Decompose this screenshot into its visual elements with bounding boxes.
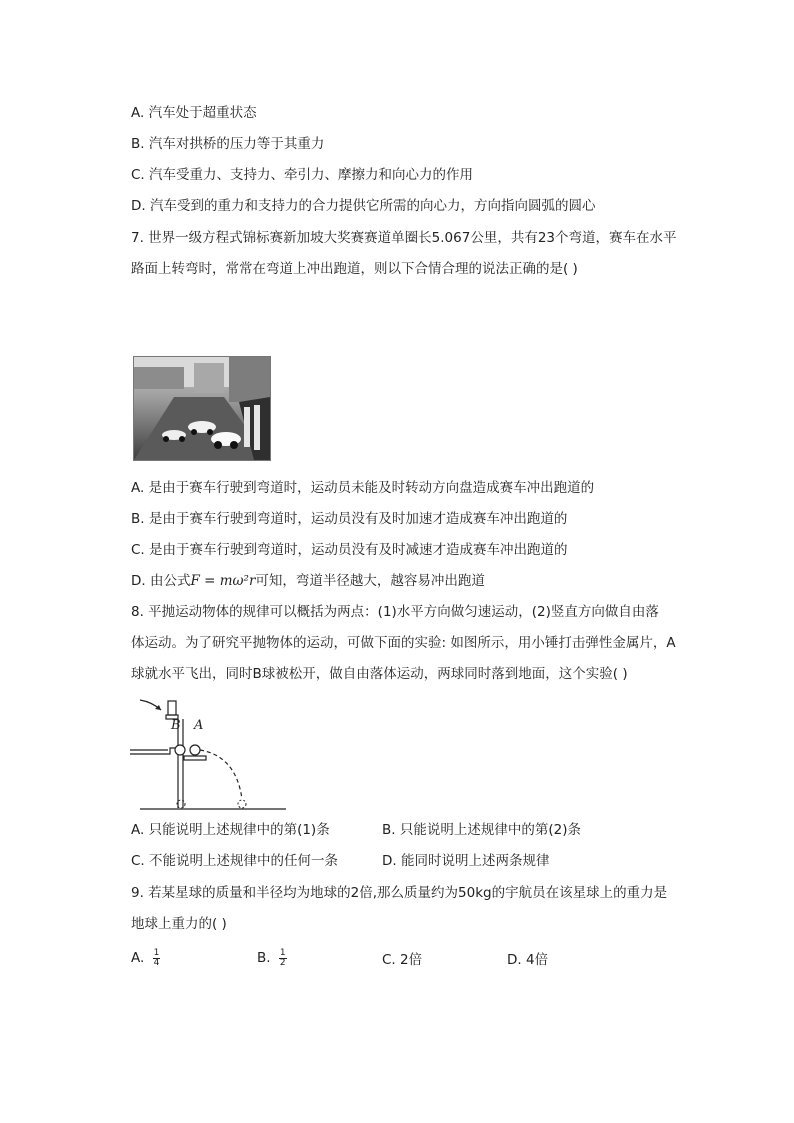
q9-option-d: D. 4倍 <box>507 952 549 968</box>
fraction-denominator: 2 <box>279 957 286 968</box>
q7-option-d-prefix: D. 由公式 <box>131 573 191 589</box>
q6-option-d: D. 汽车受到的重力和支持力的合力提供它所需的向心力，方向指向圆弧的圆心 <box>131 198 596 214</box>
q9-option-a-fraction <box>153 949 161 968</box>
race-scene-illustration <box>134 357 270 460</box>
q6-option-c: C. 汽车受重力、支持力、牵引力、摩擦力和向心力的作用 <box>131 167 474 183</box>
fraction-denominator: 4 <box>153 957 160 968</box>
q9-option-b-label: B. <box>257 950 271 966</box>
q6-option-a: A. 汽车处于超重状态 <box>131 105 257 121</box>
fraction-numerator: 1 <box>153 947 160 958</box>
q8-option-d: D. 能同时说明上述两条规律 <box>382 853 550 869</box>
q7-option-d-suffix: 可知，弯道半径越大，越容易冲出跑道 <box>255 573 485 589</box>
q7-stem-line2: 路面上转弯时，常常在弯道上冲出跑道，则以下合情合理的说法正确的是( ) <box>131 261 578 277</box>
q7-option-c: C. 是由于赛车行驶到弯道时，运动员没有及时减速才造成赛车冲出跑道的 <box>131 542 568 558</box>
ball-b-label: B <box>171 718 181 733</box>
fraction-numerator: 1 <box>279 947 286 958</box>
q8-option-b: B. 只能说明上述规律中的第(2)条 <box>382 822 581 838</box>
q8-option-a: A. 只能说明上述规律中的第(1)条 <box>131 822 330 838</box>
projectile-experiment-diagram <box>128 696 288 814</box>
q8-stem-line2: 体运动。为了研究平抛物体的运动，可做下面的实验: 如图所示，用小锤打击弹性金属片，A <box>131 635 676 651</box>
q9-option-a-label: A. <box>131 950 145 966</box>
race-car-photo <box>133 356 271 461</box>
q7-option-d <box>131 571 485 591</box>
q9-option-b <box>257 948 287 968</box>
q7-formula: F = mω²r <box>190 573 256 589</box>
q8-stem-line3: 球就水平飞出，同时B球被松开，做自由落体运动，两球同时落到地面，这个实验( ) <box>131 666 628 682</box>
q7-stem-line1: 7. 世界一级方程式锦标赛新加坡大奖赛赛道单圈长5.067公里，共有23个弯道，赛车在水平 <box>131 230 677 246</box>
q8-option-c: C. 不能说明上述规律中的任何一条 <box>131 853 339 869</box>
q9-option-b-fraction <box>279 949 287 968</box>
q9-stem-line1: 9. 若某星球的质量和半径均为地球的2倍,那么质量约为50kg的宇航员在该星球上的重力是 <box>131 885 668 901</box>
experiment-apparatus <box>128 696 288 814</box>
q6-option-b: B. 汽车对拱桥的压力等于其重力 <box>131 136 325 152</box>
ball-a-label: A <box>194 718 204 733</box>
q9-option-c: C. 2倍 <box>382 952 423 968</box>
q9-option-a <box>131 948 160 968</box>
q8-stem-line1: 8. 平抛运动物体的规律可以概括为两点：(1)水平方向做匀速运动，(2)竖直方向做自由落 <box>131 604 659 620</box>
q9-stem-line2: 地球上重力的( ) <box>131 916 227 932</box>
q7-option-b: B. 是由于赛车行驶到弯道时，运动员没有及时加速才造成赛车冲出跑道的 <box>131 511 568 527</box>
q7-option-a: A. 是由于赛车行驶到弯道时，运动员未能及时转动方向盘造成赛车冲出跑道的 <box>131 480 595 496</box>
